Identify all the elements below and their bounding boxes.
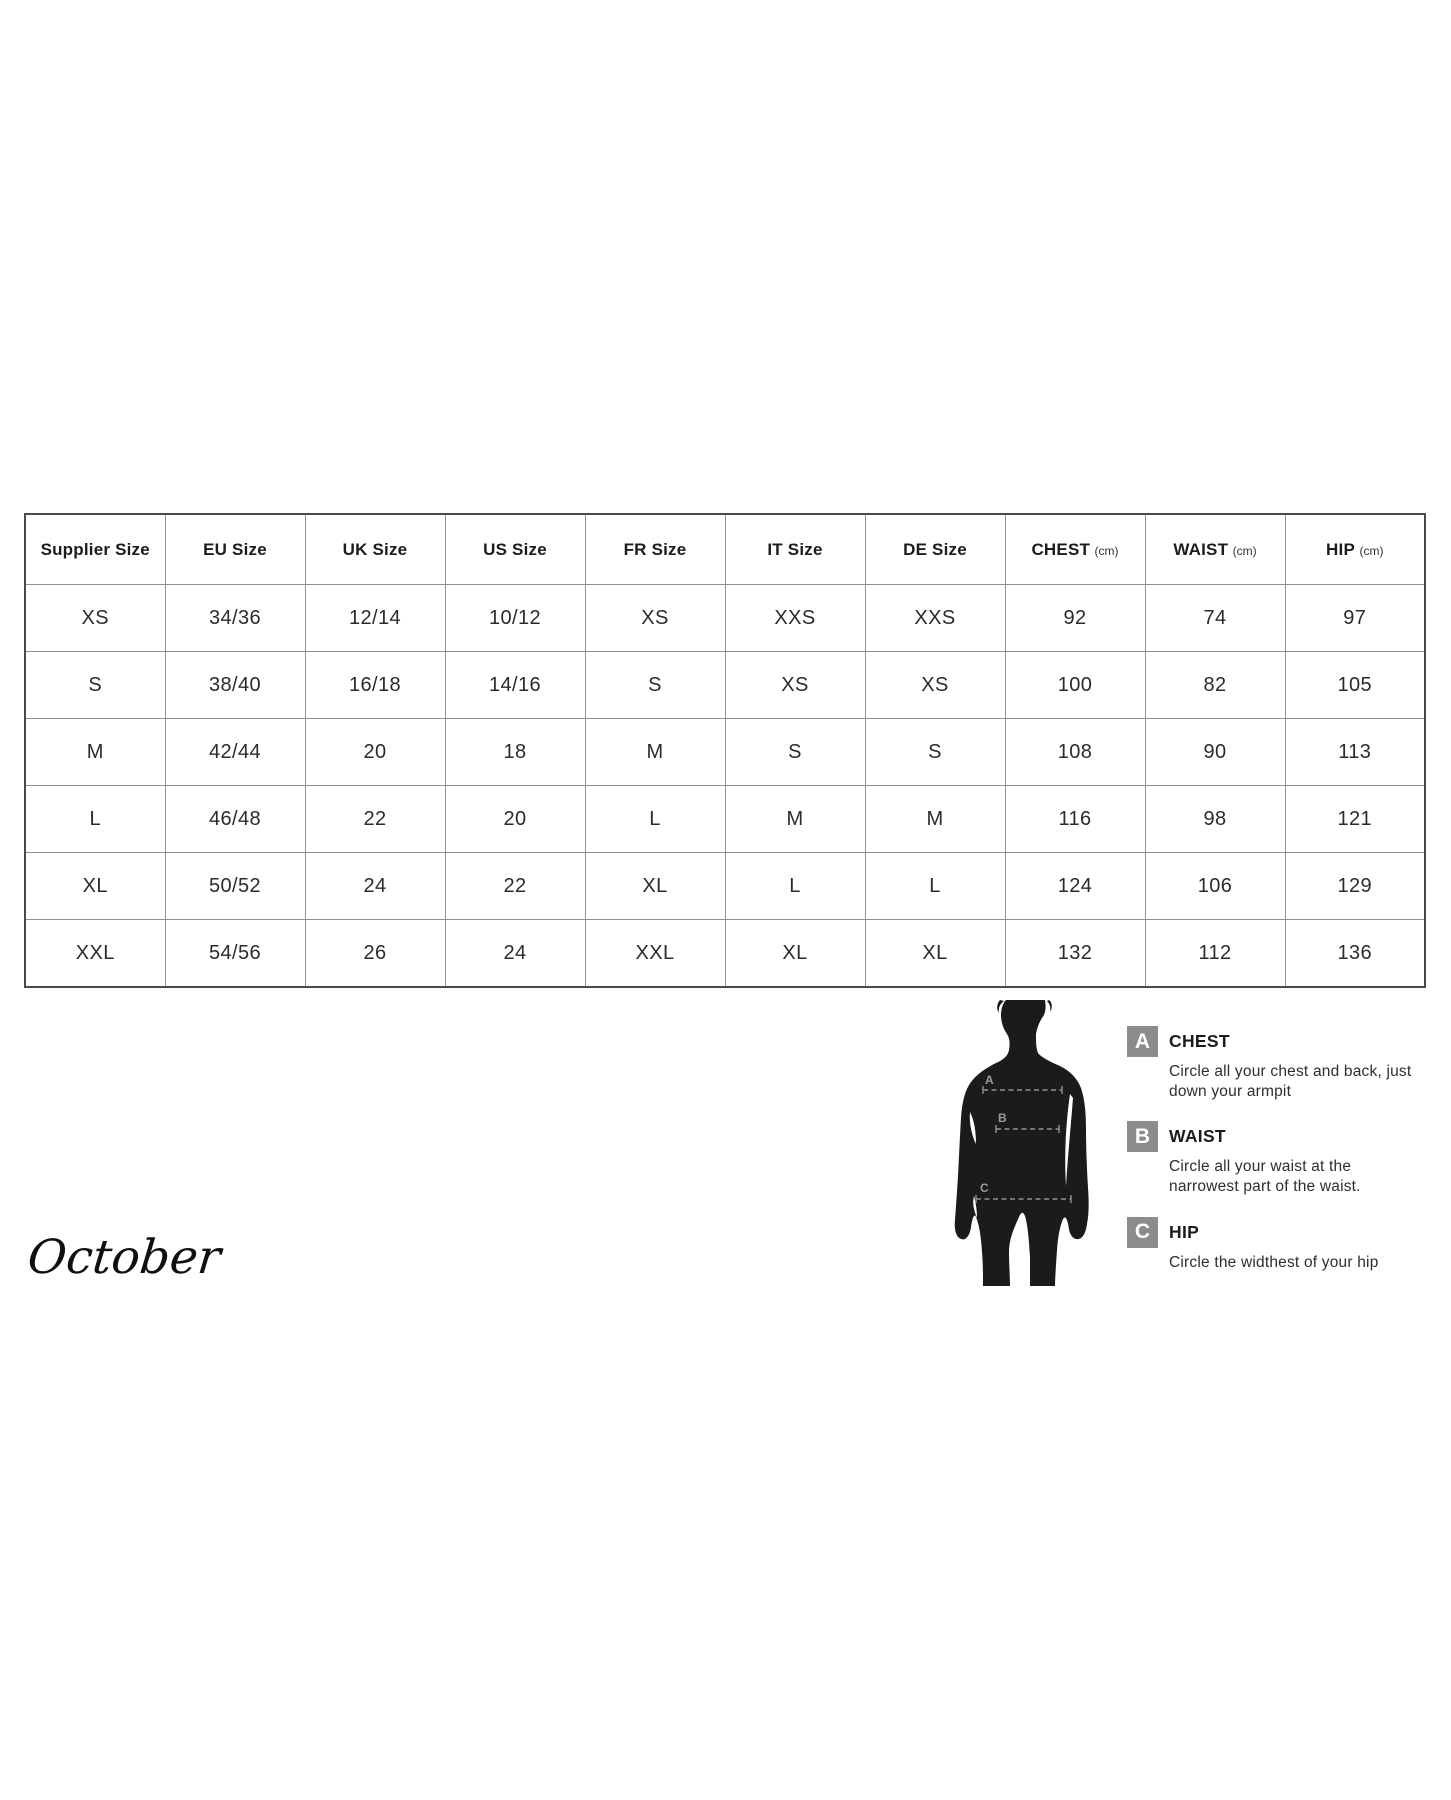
table-cell: 108 (1005, 719, 1145, 786)
table-cell: L (865, 853, 1005, 920)
table-cell: 92 (1005, 585, 1145, 652)
guide-item-chest (1127, 1026, 1439, 1102)
figure-label-b: B (998, 1111, 1007, 1125)
table-cell: 116 (1005, 786, 1145, 853)
table-cell: 10/12 (445, 585, 585, 652)
table-cell: 18 (445, 719, 585, 786)
table-row (25, 585, 1425, 652)
table-cell: 132 (1005, 920, 1145, 988)
guide-desc-waist: Circle all your waist at the narrowest part of the waist. (1169, 1158, 1361, 1196)
table-cell: M (585, 719, 725, 786)
table-cell: 82 (1145, 652, 1285, 719)
table-cell: 124 (1005, 853, 1145, 920)
table-cell: 121 (1285, 786, 1425, 853)
table-row (25, 853, 1425, 920)
table-cell: XS (865, 652, 1005, 719)
table-cell: 50/52 (165, 853, 305, 920)
header-it-size: IT Size (725, 514, 865, 585)
table-cell: 26 (305, 920, 445, 988)
table-cell: 112 (1145, 920, 1285, 988)
guide-item-waist (1127, 1121, 1439, 1197)
guide-title-hip: HIP (1169, 1221, 1200, 1242)
header-chest: CHEST (cm) (1005, 514, 1145, 585)
table-cell: L (585, 786, 725, 853)
table-cell: 34/36 (165, 585, 305, 652)
table-cell: 100 (1005, 652, 1145, 719)
table-cell: XXS (725, 585, 865, 652)
size-conversion-table (24, 513, 1426, 988)
table-cell: 136 (1285, 920, 1425, 988)
unit-cm: (cm) (1094, 543, 1119, 558)
guide-desc-hip: Circle the widthest of your hip (1169, 1253, 1379, 1271)
table-cell: XS (585, 585, 725, 652)
table-cell: L (725, 853, 865, 920)
table-cell: XXL (585, 920, 725, 988)
table-cell: 16/18 (305, 652, 445, 719)
table-cell: 24 (445, 920, 585, 988)
table-cell: XL (585, 853, 725, 920)
table-cell: XXL (25, 920, 165, 988)
header-hip: HIP (cm) (1285, 514, 1425, 585)
table-cell: M (725, 786, 865, 853)
size-table-body (25, 585, 1425, 988)
guide-item-hip (1127, 1217, 1439, 1273)
table-cell: 129 (1285, 853, 1425, 920)
table-cell: XS (25, 585, 165, 652)
measurement-guide (1127, 1026, 1439, 1292)
table-cell: 106 (1145, 853, 1285, 920)
table-cell: S (865, 719, 1005, 786)
table-cell: XL (725, 920, 865, 988)
table-cell: 97 (1285, 585, 1425, 652)
waist-badge-icon: B (1127, 1121, 1158, 1152)
table-cell: 74 (1145, 585, 1285, 652)
guide-title-waist: WAIST (1169, 1126, 1226, 1147)
header-de-size: DE Size (865, 514, 1005, 585)
table-cell: 20 (445, 786, 585, 853)
table-cell: XXS (865, 585, 1005, 652)
table-row (25, 652, 1425, 719)
table-cell: S (25, 652, 165, 719)
table-cell: 90 (1145, 719, 1285, 786)
table-cell: 12/14 (305, 585, 445, 652)
header-eu-size: EU Size (165, 514, 305, 585)
table-cell: XL (25, 853, 165, 920)
table-cell: 98 (1145, 786, 1285, 853)
table-cell: 54/56 (165, 920, 305, 988)
table-cell: L (25, 786, 165, 853)
unit-cm: (cm) (1359, 543, 1384, 558)
header-waist: WAIST (cm) (1145, 514, 1285, 585)
brand-logo: October (25, 1230, 224, 1285)
table-cell: XS (725, 652, 865, 719)
table-header-row (25, 514, 1425, 585)
table-cell: S (725, 719, 865, 786)
header-supplier-size: Supplier Size (25, 514, 165, 585)
table-row (25, 920, 1425, 988)
table-cell: XL (865, 920, 1005, 988)
table-row (25, 786, 1425, 853)
table-cell: M (25, 719, 165, 786)
table-cell: 42/44 (165, 719, 305, 786)
hip-badge-icon: C (1127, 1217, 1158, 1248)
header-us-size: US Size (445, 514, 585, 585)
unit-cm: (cm) (1232, 543, 1257, 558)
guide-title-chest: CHEST (1169, 1031, 1230, 1051)
table-row (25, 719, 1425, 786)
guide-desc-chest: Circle all your chest and back, just down your armpit (1169, 1063, 1412, 1101)
measurement-figure (948, 998, 1108, 1298)
table-cell: 46/48 (165, 786, 305, 853)
table-cell: 14/16 (445, 652, 585, 719)
table-cell: 22 (445, 853, 585, 920)
figure-label-c: C (980, 1181, 989, 1195)
table-cell: 38/40 (165, 652, 305, 719)
table-cell: 113 (1285, 719, 1425, 786)
table-cell: S (585, 652, 725, 719)
table-cell: 105 (1285, 652, 1425, 719)
table-cell: 20 (305, 719, 445, 786)
chest-badge-icon: A (1127, 1026, 1158, 1057)
body-silhouette-icon (955, 1000, 1089, 1286)
table-cell: 22 (305, 786, 445, 853)
header-uk-size: UK Size (305, 514, 445, 585)
table-cell: 24 (305, 853, 445, 920)
header-fr-size: FR Size (585, 514, 725, 585)
figure-label-a: A (985, 1073, 994, 1087)
table-cell: M (865, 786, 1005, 853)
